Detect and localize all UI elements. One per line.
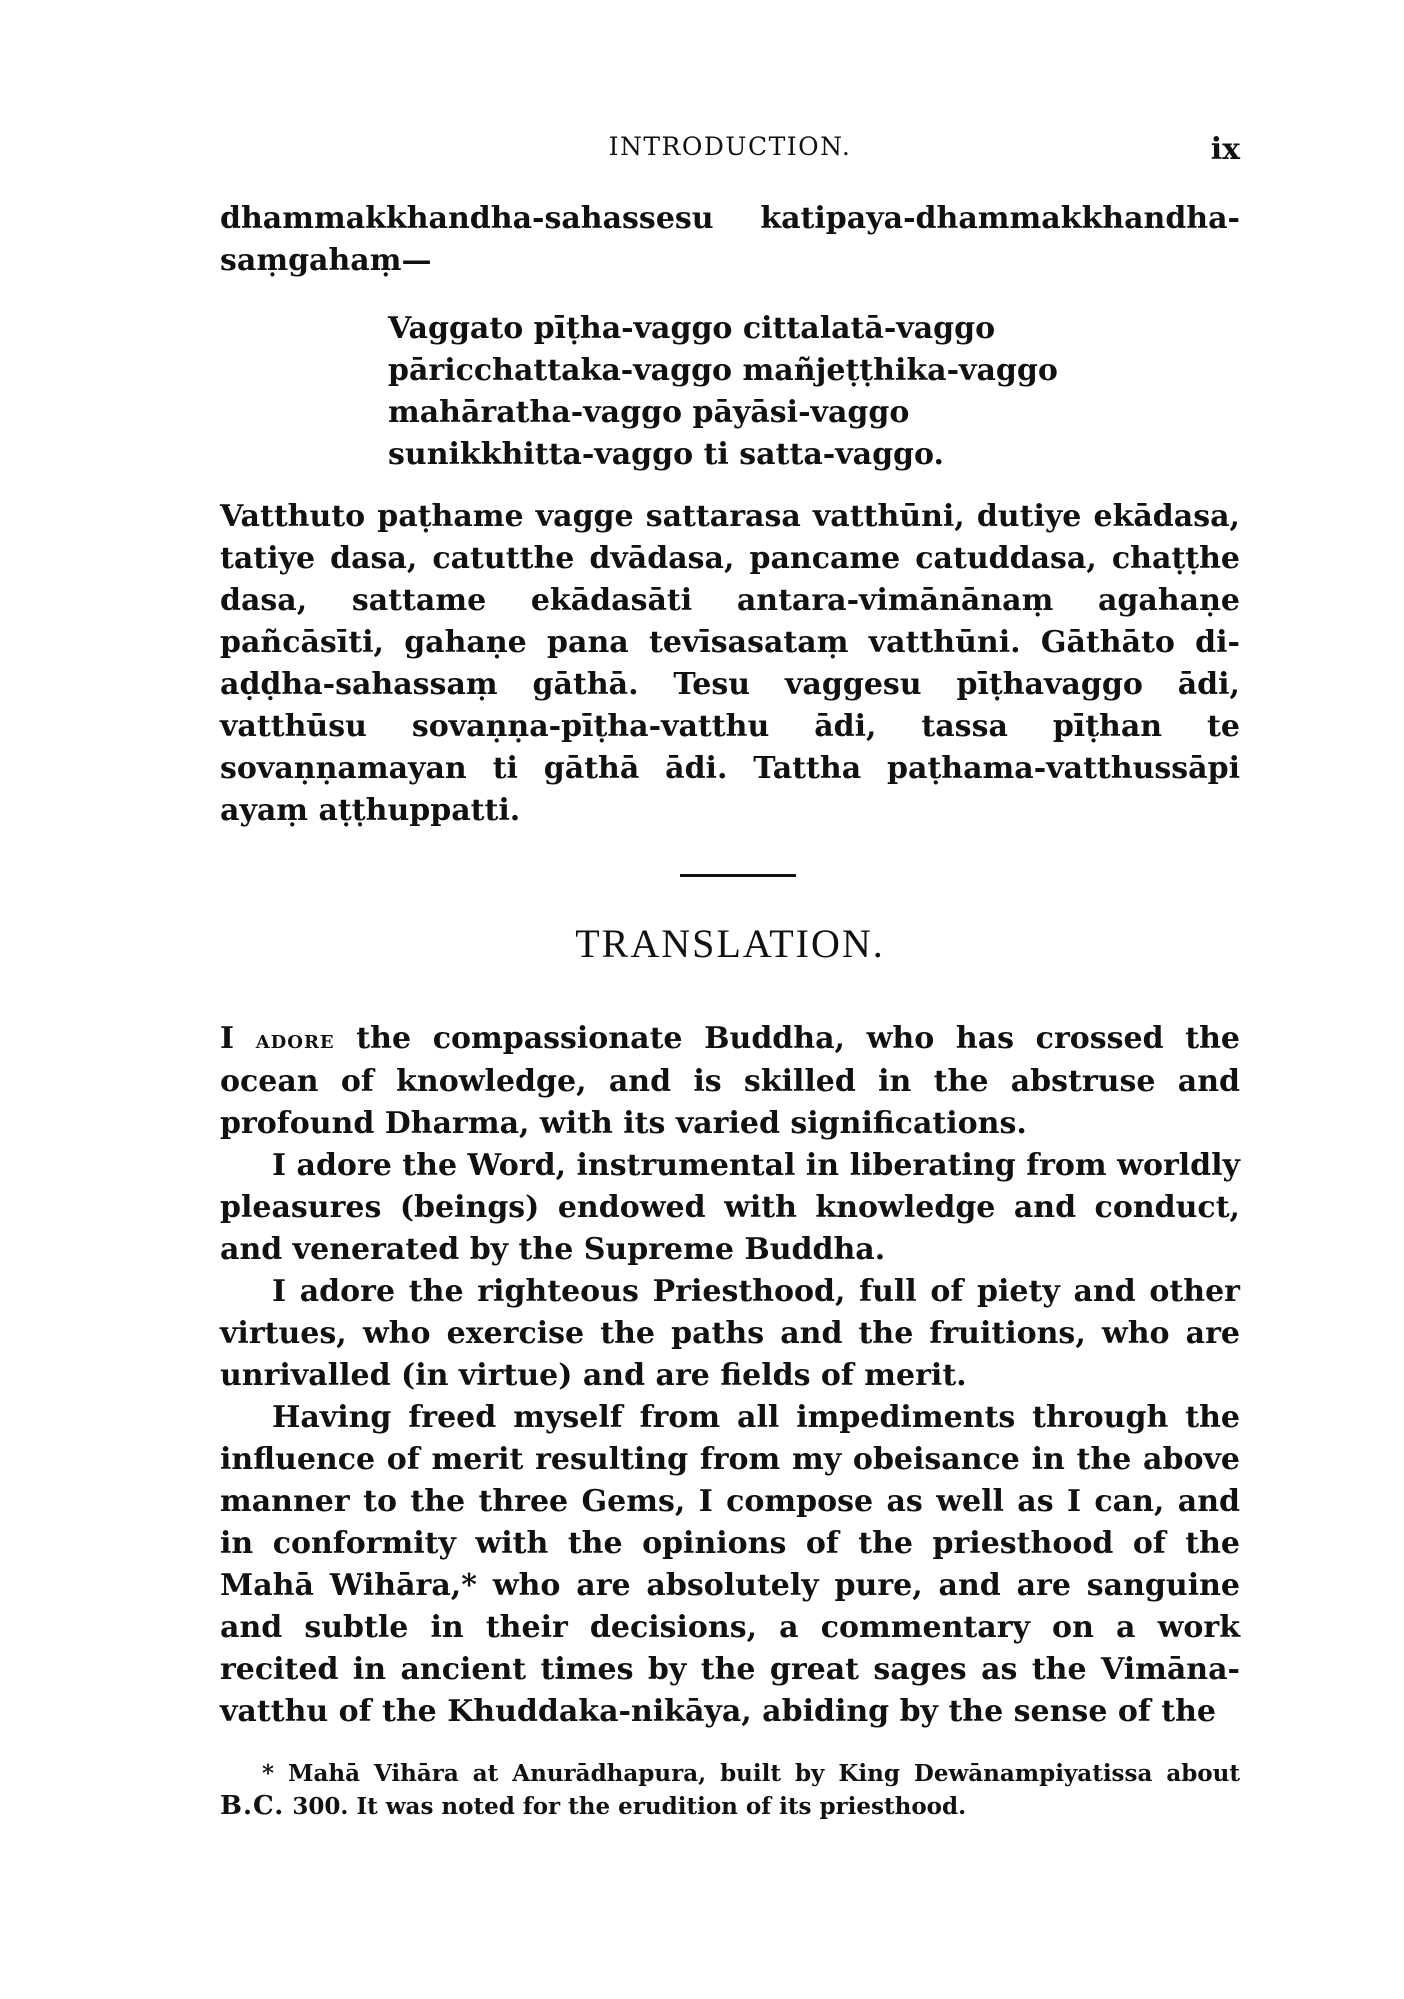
verse-line: Vaggato pīṭha-vaggo cittalatā-vaggo: [388, 311, 996, 346]
section-heading: TRANSLATION.: [575, 921, 885, 966]
paragraph-lead-smallcaps: adore: [255, 1025, 335, 1055]
footnote-text-end: 300. It was noted for the erudition of its priesthood.: [292, 1793, 967, 1820]
paragraph-text: the compassionate Buddha, who has crossed the ocean of knowledge, and is skilled in the abstruse and profound Dharma, with its varied significations.: [220, 1021, 1240, 1141]
paragraph-lead: I: [220, 1021, 235, 1056]
verse-line: mahāratha-vaggo pāyāsi-vaggo: [388, 395, 910, 430]
pali-lead-text: dhammakkhandha-sahassesu katipaya-dhammakkhandha-saṃgahaṃ—: [220, 201, 1240, 278]
verse-line: pāricchattaka-vaggo mañjeṭṭhika-vaggo: [388, 353, 1058, 388]
running-head-title: INTRODUCTION.: [608, 132, 852, 161]
verse-line: sunikkhitta-vaggo ti satta-vaggo.: [388, 437, 944, 472]
section-divider: [680, 874, 796, 877]
running-head: [220, 132, 1240, 172]
footnote-text: Mahā Vihāra at Anurādhapura, built by King Dewānampiyatissa about: [288, 1760, 1240, 1787]
translation-paragraph: Having freed myself from all impediments through the influence of merit resulting from my obeisance in the above manner to the three Gems, I compose as well as I can, and in conformity with the opinions of the priesthood of the Mahā Wihāra,* who are absolutely pure, and are sanguine and subtle in their decisions, a commentary on a work recited in ancient times by the great sages as the Vimāna-vatthu of the Khuddaka-nikāya, abiding by the sense of the: [220, 1400, 1240, 1729]
translation-paragraph: [220, 1018, 1240, 1145]
pali-verse: [388, 308, 1238, 476]
translation-paragraph: I adore the Word, instrumental in liberating from worldly pleasures (beings) endowed with knowledge and conduct, and venerated by the Supreme Buddha.: [220, 1148, 1240, 1267]
pali-body-paragraph: Vatthuto paṭhame vagge sattarasa vatthūni, dutiye ekādasa, tatiye dasa, catutthe dvādasa, pancame catuddasa, chaṭṭhe dasa, sattame ekādasāti antara-vimānānaṃ agahaṇe pañcāsīti, gahaṇe pana tevīsasataṃ vatthūni. Gāthāto di-aḍḍha-sahassaṃ gāthā. Tesu vaggesu pīṭhavaggo ādi, vatthūsu sovaṇṇa-pīṭha-vatthu ādi, tassa pīṭhan te sovaṇṇamayan ti gāthā ādi. Tattha paṭhama-vatthussāpi ayaṃ aṭṭhuppatti.: [220, 499, 1240, 828]
translation-body: [220, 1018, 1240, 1733]
footnote-mark: *: [262, 1760, 275, 1787]
page-number: ix: [1210, 132, 1240, 167]
footnote: [220, 1757, 1240, 1823]
translation-paragraph: I adore the righteous Priesthood, full of piety and other virtues, who exercise the paths and the fruitions, who are unrivalled (in virtue) and are fields of merit.: [220, 1274, 1240, 1393]
footnote-era: B.C.: [220, 1791, 285, 1821]
